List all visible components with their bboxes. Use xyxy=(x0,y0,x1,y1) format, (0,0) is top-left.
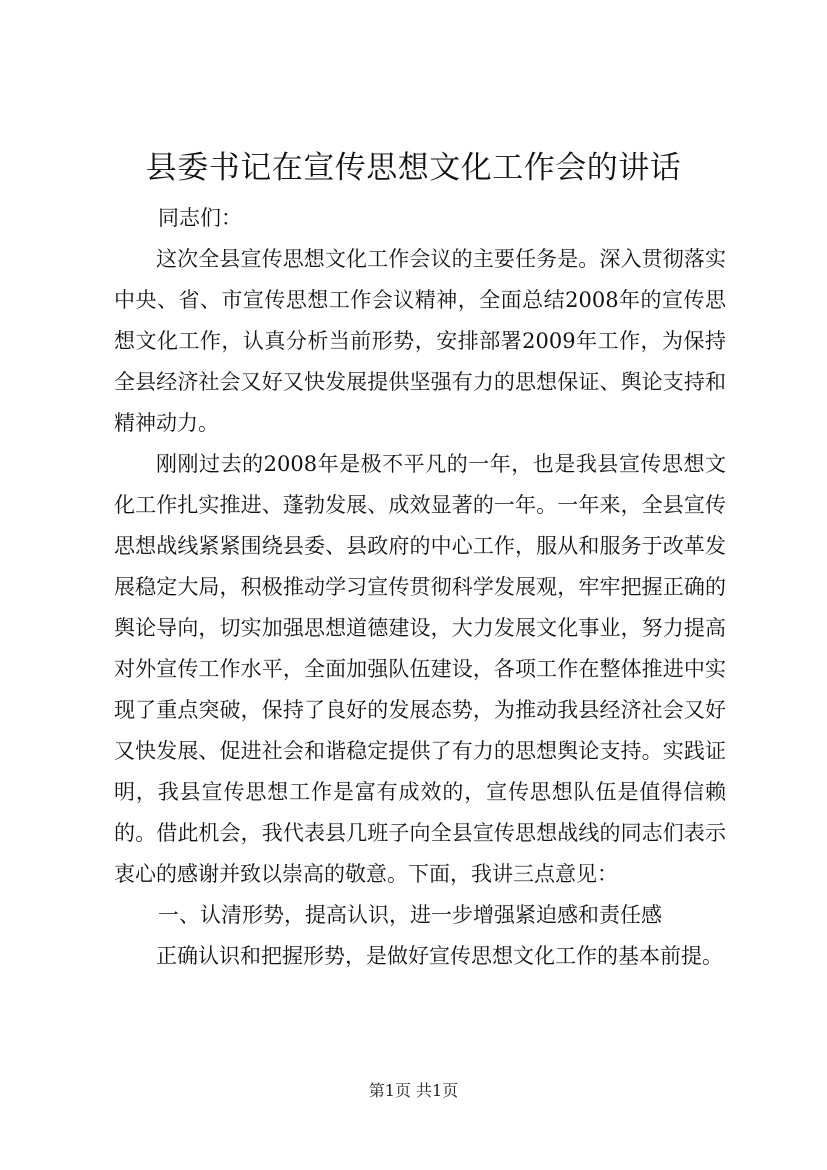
section-heading: 一、认清形势，提高认识，进一步增强紧迫感和责任感 xyxy=(158,903,662,927)
salutation: 同志们： xyxy=(158,206,242,230)
paragraph-1: 这次全县宣传思想文化工作会议的主要任务是。深入贯彻落实中央、省、市宣传思想工作会议精神，全面总结2008年的宣传思想文化工作，认真分析当前形势，安排部署2009年工作，为保持全县经济社会又好又快发展提供坚强有力的思想保证、舆论支持和精神动力。 xyxy=(114,247,726,435)
page-footer: 第1页 共1页 xyxy=(368,1081,459,1100)
document-title: 县委书记在宣传思想文化工作会的讲话 xyxy=(145,150,682,186)
document-body xyxy=(114,198,726,977)
paragraph-2: 刚刚过去的2008年是极不平凡的一年，也是我县宣传思想文化工作扎实推进、蓬勃发展、成效显著的一年。一年来，全县宣传思想战线紧紧围绕县委、县政府的中心工作，服从和服务于改革发展稳定大局，积极推动学习宣传贯彻科学发展观，牢牢把握正确的舆论导向，切实加强思想道德建设，大力发展文化事业，努力提高对外宣传工作水平，全面加强队伍建设，各项工作在整体推进中实现了重点突破，保持了良好的发展态势，为推动我县经济社会又好又快发展、促进社会和谐稳定提供了有力的思想舆论支持。实践证明，我县宣传思想工作是富有成效的，宣传思想队伍是值得信赖的。借此机会，我代表县几班子向全县宣传思想战线的同志们表示衷心的感谢并致以崇高的敬意。下面，我讲三点意见： xyxy=(114,452,726,886)
paragraph-3: 正确认识和把握形势，是做好宣传思想文化工作的基本前提。 xyxy=(156,944,723,968)
